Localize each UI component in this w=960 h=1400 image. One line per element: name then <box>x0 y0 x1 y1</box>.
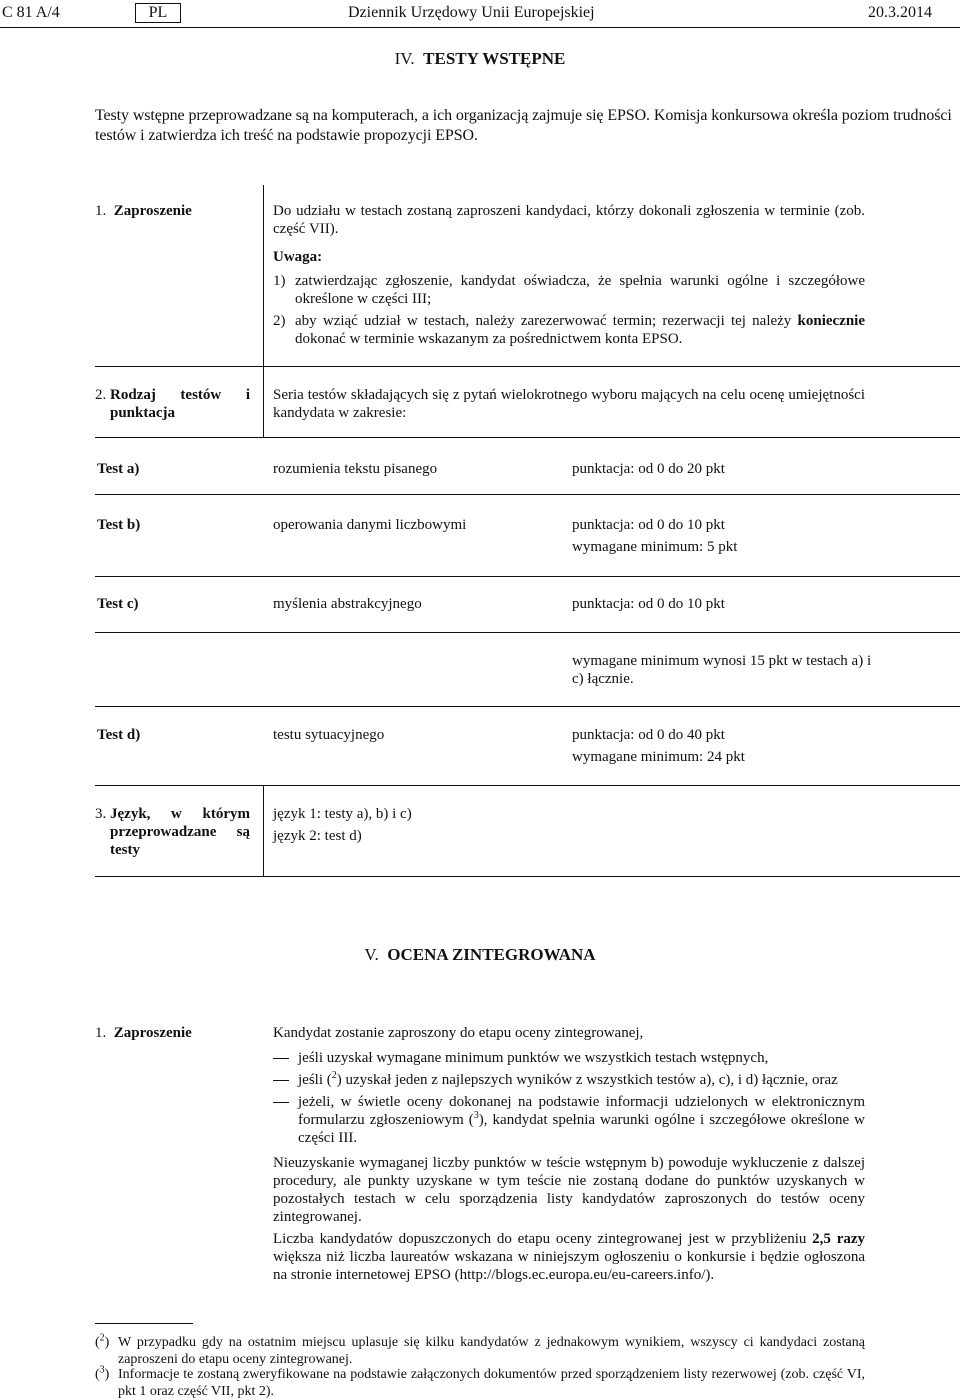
test-b-score: punktacja: od 0 do 10 pkt <box>572 517 725 533</box>
rule-1 <box>95 366 960 367</box>
note1-num: 1) <box>273 273 286 289</box>
footnote-rule <box>95 1323 193 1324</box>
note2-text: aby wziąć udział w testach, należy zarezerwować termin; rezerwacji tej należy koniecznie dokonać w terminie wskazanym za pośrednictwem konta EPSO. <box>295 313 866 347</box>
rule-6 <box>95 706 960 707</box>
journal-title: Dziennik Urzędowy Unii Europejskiej <box>348 4 595 21</box>
item3-label: 3. Język, w którym przeprowadzane są testy <box>95 806 250 858</box>
footnote-3-mark: ($^3$) <box>95 1364 110 1382</box>
rule-5 <box>95 632 960 633</box>
v-para2: Liczba kandydatów dopuszczonych do etapu oceny zintegrowanej jest w przybliżeniu 2,5 razy większa niż liczba laureatów wskazana w niniejszym ogłoszeniu o konkursie i będzie ogłoszona na stronie internetowej EPSO (http://blogs.ec.europa.eu/eu-careers.info/). <box>273 1231 866 1283</box>
header-rule <box>0 27 960 28</box>
test-d-score: punktacja: od 0 do 40 pkt <box>572 727 725 743</box>
test-a-name: rozumienia tekstu pisanego <box>273 461 438 477</box>
language-code-box: PL <box>135 3 181 23</box>
test-d-min: wymagane minimum: 24 pkt <box>572 749 745 765</box>
item2-label: 2. Rodzaj testów i punktacja <box>95 387 250 421</box>
test-a-label: Test a) <box>97 461 140 477</box>
v-para1: Nieuzyskanie wymaganej liczby punktów w teście wstępnym b) powoduje wykluczenie z dalszej procedury, ale punkty uzyskane w tym teście nie zostaną dodane do punktów uzyskanych w pozostałych testach w celu sporządzenia listy kandydatów zaproszonych do testów oceny zintegrowanej. <box>273 1155 865 1225</box>
vline-1 <box>263 185 264 367</box>
test-c-name: myślenia abstrakcyjnego <box>273 596 422 612</box>
lang1: język 1: testy a), b) i c) <box>273 806 412 822</box>
header-date: 20.3.2014 <box>868 4 932 21</box>
bullet-3: jeżeli, w świetle oceny dokonanej na podstawie informacji udzielonych w elektronicznym formularzu zgłoszeniowym ($^3$), kandydat spełnia warunki ogólne i szczegółowe określone w części III. <box>273 1093 865 1147</box>
test-b-label: Test b) <box>97 517 141 533</box>
lang2: język 2: test d) <box>273 828 362 844</box>
item2-text: Seria testów składających się z pytań wielokrotnego wyboru mających na celu ocenę umiejętności kandydata w zakresie: <box>273 387 865 421</box>
rule-7 <box>95 785 960 786</box>
v-item1-label: 1. Zaproszenie <box>95 1025 192 1041</box>
ac-min: wymagane minimum wynosi 15 pkt w testach a) i c) łącznie. <box>572 653 872 687</box>
note1-text: zatwierdzając zgłoszenie, kandydat oświadcza, że spełnia warunki ogólne i szczegółowe określone w części III; <box>295 273 865 307</box>
footnote-2-mark: ($^2$) <box>95 1332 110 1350</box>
section-iv-intro: Testy wstępne przeprowadzane są na komputerach, a ich organizacją zajmuje się EPSO. Komisja konkursowa określa poziom trudności testów i zatwierdza ich treść na podstawie propozycji EPSO. <box>95 107 952 144</box>
test-b-name: operowania danymi liczbowymi <box>273 517 467 533</box>
vline-3 <box>263 786 264 876</box>
rule-4 <box>95 576 960 577</box>
note-label: Uwaga: <box>273 249 323 265</box>
test-d-name: testu sytuacyjnego <box>273 727 385 743</box>
note2-num: 2) <box>273 313 286 329</box>
bullet-1: jeśli uzyskał wymagane minimum punktów we wszystkich testach wstępnych, <box>273 1049 865 1067</box>
bullet-2: jeśli ($^2$) uzyskał jeden z najlepszych wyników z wszystkich testów a), c), i d) łącznie, oraz <box>273 1071 865 1089</box>
item1-label: 1. Zaproszenie <box>95 203 192 219</box>
footnote-3-text: Informacje te zostaną zweryfikowane na podstawie załączonych dokumentów przed sporządzeniem listy rezerwowej (zob. część VI, pkt 1 oraz część VII, pkt 2). <box>118 1367 865 1399</box>
rule-2 <box>95 437 960 438</box>
test-c-label: Test c) <box>97 596 139 612</box>
rule-8 <box>95 876 960 877</box>
dash-icon <box>273 1102 289 1103</box>
test-c-score: punktacja: od 0 do 10 pkt <box>572 596 725 612</box>
v-item1-lead: Kandydat zostanie zaproszony do etapu oceny zintegrowanej, <box>273 1025 644 1041</box>
dash-icon <box>273 1080 289 1081</box>
dash-icon <box>273 1058 289 1059</box>
test-d-label: Test d) <box>97 727 141 743</box>
test-a-score: punktacja: od 0 do 20 pkt <box>572 461 725 477</box>
item1-text: Do udziału w testach zostaną zaproszeni kandydaci, którzy dokonali zgłoszenia w terminie (zob. część VII). <box>273 203 865 237</box>
vline-2 <box>263 367 264 437</box>
test-b-min: wymagane minimum: 5 pkt <box>572 539 738 555</box>
section-v-title: V. OCENA ZINTEGROWANA <box>364 945 596 964</box>
footnote-2-text: W przypadku gdy na ostatnim miejscu uplasuje się kilku kandydatów z jednakowym wynikiem, wszyscy ci kandydaci zostaną zaproszeni do etapu oceny zintegrowanej. <box>118 1335 865 1367</box>
section-iv-title: IV. TESTY WSTĘPNE <box>394 49 566 68</box>
header-ref: C 81 A/4 <box>2 4 60 21</box>
rule-3 <box>95 494 960 495</box>
